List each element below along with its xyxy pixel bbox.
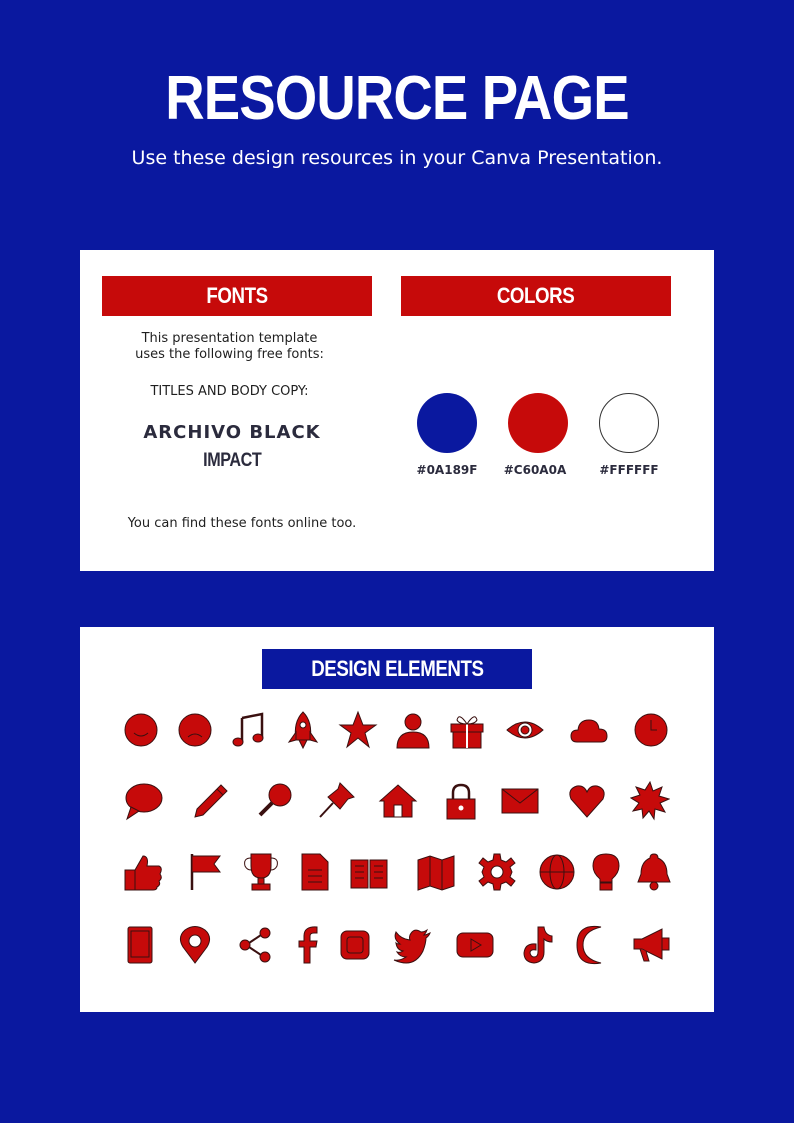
fonts-label: TITLES AND BODY COPY: — [150, 384, 309, 399]
cloud-icon — [569, 710, 609, 750]
colors-heading: COLORS — [401, 276, 671, 316]
font-archivo-black: ARCHIVO BLACK — [143, 422, 321, 443]
eye-icon — [505, 710, 545, 750]
swatch-label-blue: #0A189F — [416, 463, 478, 477]
facebook-icon — [288, 925, 328, 965]
share-icon — [235, 925, 275, 965]
music-note-icon — [228, 710, 268, 750]
location-pin-icon — [175, 925, 215, 965]
pencil-icon — [191, 781, 231, 821]
sun-icon — [630, 781, 670, 821]
magnifier-icon — [255, 781, 295, 821]
tiktok-icon — [518, 925, 558, 965]
gear-icon — [477, 852, 517, 892]
fonts-intro-line2: uses the following free fonts: — [135, 347, 324, 362]
document-icon — [294, 852, 334, 892]
megaphone-icon — [632, 925, 672, 965]
rocket-icon — [283, 710, 323, 750]
home-icon — [378, 781, 418, 821]
moon-icon — [573, 925, 613, 965]
envelope-icon — [500, 781, 540, 821]
trophy-icon — [241, 852, 281, 892]
gift-icon — [447, 710, 487, 750]
swatch-label-red: #C60A0A — [503, 463, 567, 477]
clock-icon — [631, 710, 671, 750]
smile-icon — [121, 710, 161, 750]
page-title: RESOURCE PAGE — [165, 64, 629, 133]
map-icon — [416, 852, 456, 892]
star-icon — [338, 710, 378, 750]
fonts-intro-line1: This presentation template — [141, 331, 318, 346]
swatch-white — [599, 393, 659, 453]
page-subtitle: Use these design resources in your Canva Presentation. — [131, 147, 663, 169]
design-elements-heading: DESIGN ELEMENTS — [262, 649, 532, 689]
font-impact: IMPACT — [202, 450, 262, 471]
instagram-icon — [335, 925, 375, 965]
swatch-blue — [417, 393, 477, 453]
fonts-heading: FONTS — [102, 276, 372, 316]
lock-icon — [441, 781, 481, 821]
user-icon — [393, 710, 433, 750]
speech-bubble-icon — [123, 781, 163, 821]
heart-icon — [567, 781, 607, 821]
swatch-label-white: #FFFFFF — [599, 463, 659, 477]
fonts-colors-card — [80, 250, 714, 571]
smartphone-icon — [120, 925, 160, 965]
fonts-intro — [102, 331, 357, 363]
fonts-footer: You can find these fonts online too. — [127, 516, 357, 531]
bell-icon — [634, 852, 674, 892]
flag-icon — [186, 852, 226, 892]
book-icon — [349, 852, 389, 892]
twitter-icon — [392, 925, 432, 965]
lightbulb-icon — [586, 852, 626, 892]
design-elements-card — [80, 627, 714, 1012]
globe-icon — [537, 852, 577, 892]
thumbs-up-icon — [123, 852, 163, 892]
swatch-red — [508, 393, 568, 453]
youtube-icon — [455, 925, 495, 965]
sad-icon — [175, 710, 215, 750]
pushpin-icon — [316, 781, 356, 821]
